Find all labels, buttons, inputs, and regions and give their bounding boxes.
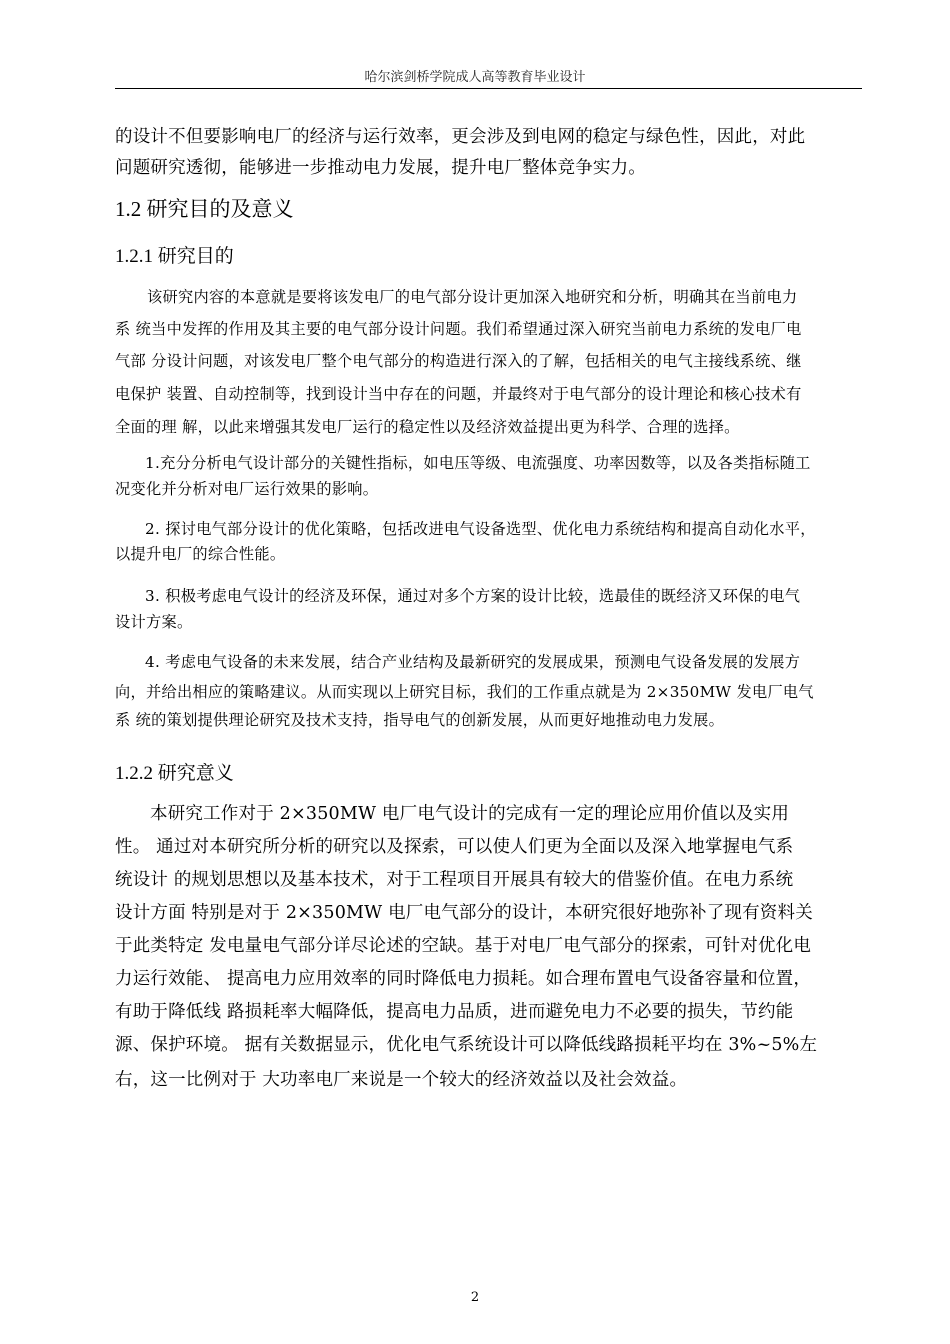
text-line: 全面的理 解，以此来增强其发电厂运行的稳定性以及经济效益提出更为科学、合理的选择。 [115, 418, 740, 436]
text-line: 性。 通过对本研究所分析的研究以及探索，可以使人们更为全面以及深入地掌握电气系 [115, 837, 794, 857]
text-line: 设计方面 特别是对于 2×350MW 电厂电气部分的设计，本研究很好地弥补了现有资料关 [115, 903, 813, 923]
text-line: 该研究内容的本意就是要将该发电厂的电气部分设计更加深入地研究和分析，明确其在当前电力 [147, 288, 798, 306]
list-item-line: 以提升电厂的综合性能。 [115, 545, 286, 563]
list-item-line: 系 统的策划提供理论研究及技术支持，指导电气的创新发展，从而更好地推动电力发展。 [115, 711, 725, 729]
subsection-heading: 1.2.1 研究目的 [115, 246, 234, 267]
list-item-line: 设计方案。 [115, 613, 193, 631]
section-heading: 1.2 研究目的及意义 [115, 197, 294, 221]
text-line: 本研究工作对于 2×350MW 电厂电气设计的完成有一定的理论应用价值以及实用 [150, 804, 790, 824]
text-line: 系 统当中发挥的作用及其主要的电气部分设计问题。我们希望通过深入研究当前电力系统的发电厂电 [115, 320, 802, 338]
text-line: 源、保护环境。 据有关数据显示，优化电气系统设计可以降低线路损耗平均在 3%~5%左 [115, 1035, 818, 1055]
list-item-line: 2. 探讨电气部分设计的优化策略，包括改进电气设备选型、优化电力系统结构和提高自动化水平， [145, 520, 816, 538]
subsection-heading: 1.2.2 研究意义 [115, 763, 234, 784]
list-item-line: 向，并给出相应的策略建议。从而实现以上研究目标，我们的工作重点就是为 2×350MW 发电厂电气 [115, 683, 814, 701]
text-line: 于此类特定 发电量电气部分详尽论述的空缺。基于对电厂电气部分的探索，可针对优化电 [115, 936, 812, 956]
list-item-line: 况变化并分析对电厂运行效果的影响。 [115, 480, 379, 498]
text-line: 有助于降低线 路损耗率大幅降低，提高电力品质，进而避免电力不必要的损失，节约能 [115, 1002, 794, 1022]
text-line: 电保护 装置、自动控制等，找到设计当中存在的问题，并最终对于电气部分的设计理论和核心技术有 [115, 385, 802, 403]
text-line: 统设计 的规划思想以及基本技术，对于工程项目开展具有较大的借鉴价值。在电力系统 [115, 870, 794, 890]
page-header: 哈尔滨剑桥学院成人高等教育毕业设计 [364, 70, 586, 85]
list-item-line: 1.充分分析电气设计部分的关键性指标，如电压等级、电流强度、功率因数等，以及各类指标随工 [145, 454, 811, 472]
text-line: 的设计不但要影响电厂的经济与运行效率，更会涉及到电网的稳定与绿色性，因此，对此 [115, 127, 806, 147]
list-item-line: 4. 考虑电气设备的未来发展，结合产业结构及最新研究的发展成果，预测电气设备发展的发展方 [145, 653, 801, 671]
text-line: 右，这一比例对于 大功率电厂来说是一个较大的经济效益以及社会效益。 [115, 1070, 688, 1090]
text-line: 力运行效能、 提高电力应用效率的同时降低电力损耗。如合理布置电气设备容量和位置， [115, 969, 812, 989]
text-line: 问题研究透彻，能够进一步推动电力发展，提升电厂整体竞争实力。 [115, 158, 646, 178]
text-line: 气部 分设计问题，对该发电厂整个电气部分的构造进行深入的了解，包括相关的电气主接线系统、继 [115, 352, 802, 370]
list-item-line: 3. 积极考虑电气设计的经济及环保，通过对多个方案的设计比较，选最佳的既经济又环保的电气 [145, 587, 801, 605]
header-divider [115, 88, 862, 89]
page-number: 2 [470, 1290, 480, 1305]
